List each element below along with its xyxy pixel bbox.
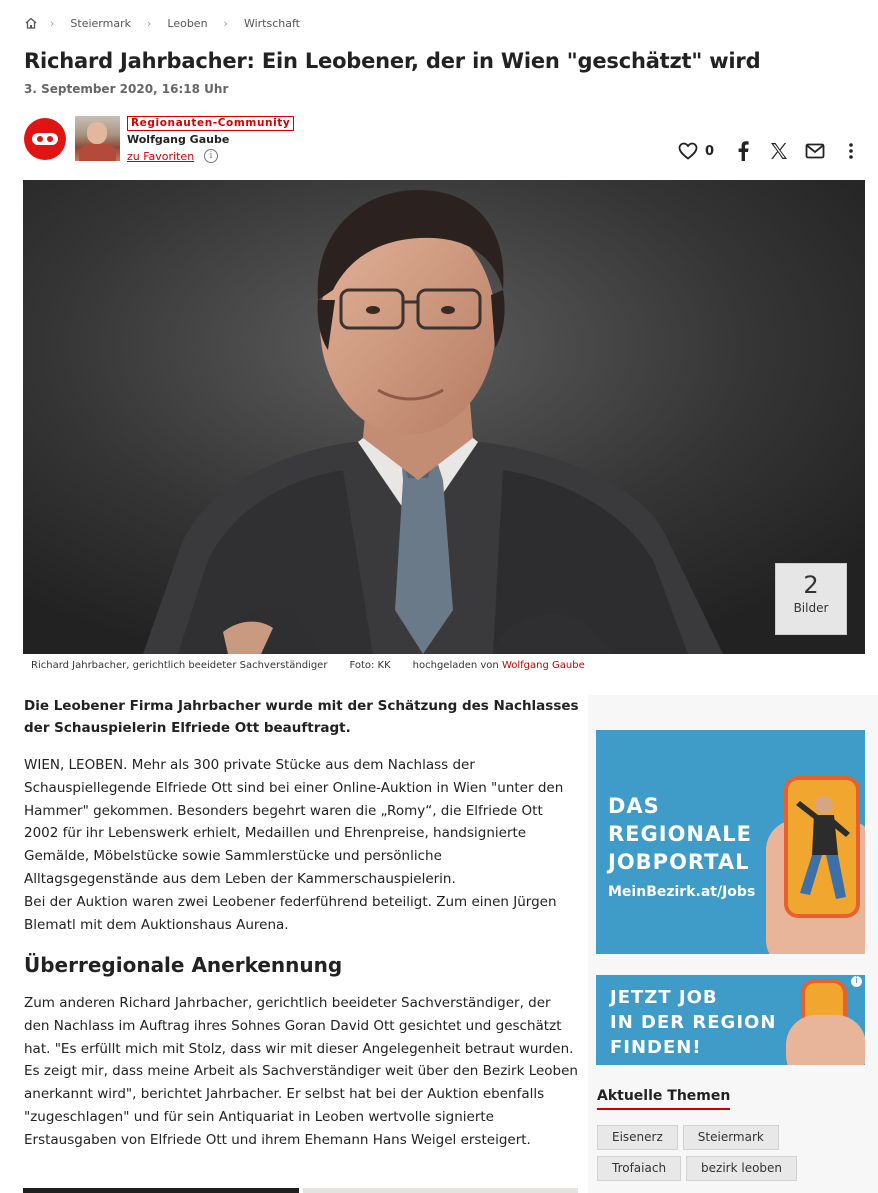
article-paragraph-2: Zum anderen Richard Jahrbacher, gerichtlich beeideter Sachverständiger, der den Nachlass im Auftrag ihres Sohnes Goran David Ott gesichtet und geschätzt hat. "Es erfüllt mich mit Stolz, dass wir mit dieser Angelegenheit betraut wurden. Es zeigt mir, dass meine Arbeit als Sachverständiger weit über den Bezirk Leoben anerkannt wird", berichtet Jahrbacher. Er selbst hat bei der Auktion ebenfalls "zugeschlagen" und für sein Antiquariat in Leoben wertvolle signierte Erstausgaben von Elfriede Ott und ihrem Ehemann Hans Weigel ersteigert.: [24, 995, 578, 1148]
like-button[interactable]: [675, 138, 701, 164]
facebook-icon: [737, 141, 749, 161]
mail-share-button[interactable]: [802, 138, 828, 164]
author-name[interactable]: Wolfgang Gaube: [127, 133, 230, 146]
portrait-illustration: [23, 180, 865, 654]
image-caption: [31, 660, 585, 671]
article-title: Richard Jahrbacher: Ein Leobener, der in Wien "geschätzt" wird: [24, 49, 761, 73]
hero-image[interactable]: [23, 180, 865, 654]
breadcrumb-item-steiermark[interactable]: Steiermark: [70, 16, 131, 30]
uploader-info: [413, 660, 585, 671]
tag-steiermark[interactable]: Steiermark: [683, 1125, 779, 1150]
article-paragraph-1: [24, 754, 579, 936]
ad-url: MeinBezirk.at/Jobs: [608, 884, 756, 900]
topics-title: Aktuelle Themen: [597, 1088, 730, 1110]
article-image[interactable]: [303, 1188, 578, 1193]
photo-credit: Foto: KK: [349, 660, 391, 671]
mail-icon: [805, 143, 825, 159]
more-vertical-icon: [848, 142, 854, 160]
x-icon: [770, 142, 788, 160]
more-options-button[interactable]: [838, 138, 864, 164]
ad-headline: DAS REGIONALE JOBPORTAL: [608, 794, 752, 874]
home-icon[interactable]: [24, 16, 38, 30]
x-share-button[interactable]: [766, 138, 792, 164]
breadcrumb-item-leoben[interactable]: Leoben: [167, 16, 208, 30]
ad-info-icon[interactable]: i: [850, 975, 863, 988]
like-count: 0: [704, 143, 714, 159]
tag-eisenerz[interactable]: Eisenerz: [597, 1125, 678, 1150]
chevron-right-icon: ›: [50, 16, 55, 30]
info-icon[interactable]: i: [204, 149, 218, 163]
section-heading: Überregionale Anerkennung: [24, 953, 343, 977]
share-bar: [675, 137, 864, 165]
chevron-right-icon: ›: [146, 16, 152, 30]
gallery-button[interactable]: [775, 563, 847, 635]
article-lead: Die Leobener Firma Jahrbacher wurde mit der Schätzung des Nachlasses der Schauspielerin Elfriede Ott beauftragt.: [24, 698, 579, 736]
chevron-right-icon: ›: [223, 16, 228, 30]
ad-headline: JETZT JOB IN DER REGION FINDEN!: [610, 987, 777, 1058]
caption-text: Richard Jahrbacher, gerichtlich beeideter Sachverständiger: [31, 660, 328, 671]
gallery-count: 2: [803, 571, 819, 599]
breadcrumb-item-wirtschaft[interactable]: Wirtschaft: [243, 16, 300, 30]
paragraph-text: Bei der Auktion waren zwei Leobener federführend beteiligt. Zum einen Jürgen Blematl mit dem Auktionshaus Aurena.: [24, 893, 557, 933]
person-graphic: [786, 785, 858, 915]
article-image[interactable]: [23, 1188, 299, 1193]
avatar[interactable]: [75, 116, 120, 161]
uploader-link[interactable]: Wolfgang Gaube: [501, 660, 585, 671]
heart-icon: [678, 142, 698, 160]
facebook-share-button[interactable]: [730, 138, 756, 164]
article-date: 3. September 2020, 16:18 Uhr: [24, 82, 229, 96]
topic-tags: [597, 1125, 867, 1181]
hand-graphic: [786, 1015, 865, 1065]
paragraph-text: WIEN, LEOBEN. Mehr als 300 private Stücke aus dem Nachlass der Schauspiellegende Elfriede Ott sind bei einer Online-Auktion in Wien "unter den Hammer" gekommen. Besonders begehrt waren die „Romy“, die Elfriede Ott 2002 für ihr Lebenswerk erhielt, Medaillen und Ehrenpreise, handsignierte Gemälde, Möbelstücke sowie Sammlerstücke und persönliche Alltagsgegenstände aus dem Leben der Kammerschauspielerin.: [24, 757, 564, 887]
brand-logo[interactable]: [24, 118, 66, 160]
gallery-label: Bilder: [793, 601, 829, 615]
tag-trofaiach[interactable]: Trofaiach: [597, 1156, 681, 1181]
tag-bezirk-leoben[interactable]: bezirk leoben: [686, 1156, 797, 1181]
uploaded-by-label: hochgeladen von: [412, 660, 499, 671]
article-image-strip: [23, 1188, 578, 1193]
add-favorite-link[interactable]: zu Favoriten: [127, 150, 195, 163]
job-portal-ad[interactable]: [596, 730, 865, 954]
job-region-ad[interactable]: [596, 975, 865, 1065]
community-badge[interactable]: Regionauten-Community: [127, 116, 294, 131]
breadcrumb: [24, 14, 304, 32]
